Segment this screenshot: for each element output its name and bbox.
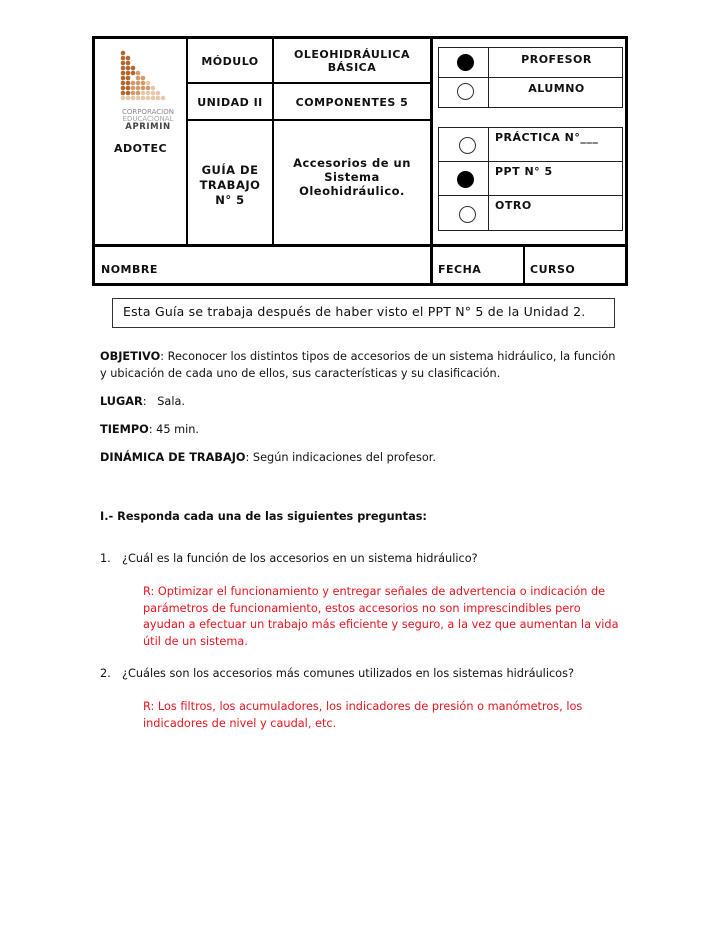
lugar-label: LUGAR (100, 395, 143, 408)
radio-practica[interactable] (459, 137, 476, 154)
divider (488, 128, 489, 230)
curso-label: CURSO (530, 263, 576, 276)
logo-text-aprimin: APRIMIN (125, 122, 171, 132)
dinamica-text: : Según indicaciones del profesor. (245, 451, 436, 464)
nombre-label: NOMBRE (101, 263, 158, 276)
guia-value: Accesorios de un Sistema Oleohidráulico. (293, 156, 411, 198)
logo-dots-icon (115, 49, 181, 111)
option-ppt: PPT N° 5 (495, 165, 553, 178)
question-text: ¿Cuál es la función de los accesorios en un sistema hidráulico? (122, 552, 478, 565)
answer-1: R: Optimizar el funcionamiento y entregar señales de advertencia o indicación de parámetros de funcionamiento, estos accesorios no son imprescindibles pero ayudan a efectuar un trabajo más eficiente y seguro, a la vez que aumentan la vida útil de un sistema. (143, 585, 619, 648)
header-table (92, 36, 628, 286)
modulo-label: MÓDULO (201, 55, 259, 68)
org-name: ADOTEC (113, 142, 168, 155)
radio-profesor[interactable] (457, 54, 474, 71)
dinamica (100, 449, 620, 466)
option-otro: OTRO (495, 199, 532, 212)
divider (439, 195, 622, 196)
radio-otro[interactable] (459, 206, 476, 223)
lugar (100, 393, 620, 410)
role-options (438, 47, 623, 108)
dinamica-label: DINÁMICA DE TRABAJO (100, 451, 246, 464)
answer-2: R: Los filtros, los acumuladores, los indicadores de presión o manómetros, los indicadores de nivel y caudal, etc. (143, 700, 583, 730)
unidad-value: COMPONENTES 5 (295, 96, 409, 109)
notice-box: Esta Guía se trabaja después de haber visto el PPT N° 5 de la Unidad 2. (112, 298, 615, 328)
logo-text-corporacion: CORPORACION (122, 108, 174, 116)
option-profesor: PROFESOR (521, 53, 592, 66)
radio-alumno[interactable] (457, 83, 474, 100)
aprimin-logo (115, 49, 181, 132)
divider (439, 161, 622, 162)
objetivo-label: OBJETIVO (100, 350, 161, 363)
radio-ppt[interactable] (457, 171, 474, 188)
guia-label: GUÍA DE TRABAJO N° 5 (199, 163, 261, 207)
fecha-label: FECHA (438, 263, 482, 276)
divider (186, 119, 430, 121)
question-number: 2. (100, 667, 111, 680)
modulo-value: OLEOHIDRÁULICA BÁSICA (294, 48, 410, 74)
section-title: I.- Responda cada una de las siguientes preguntas: (100, 510, 427, 523)
objetivo (100, 348, 620, 382)
divider (95, 244, 625, 247)
option-alumno: ALUMNO (528, 82, 585, 95)
divider (186, 39, 188, 244)
tiempo-label: TIEMPO (100, 423, 149, 436)
divider (186, 82, 430, 84)
divider (439, 77, 622, 78)
option-practica: PRÁCTICA N°___ (495, 131, 599, 144)
tiempo-text: : 45 min. (148, 423, 200, 436)
divider (523, 244, 525, 283)
lugar-text: : Sala. (142, 395, 186, 408)
question-text: ¿Cuáles son los accesorios más comunes utilizados en los sistemas hidráulicos? (122, 667, 574, 680)
type-options (438, 127, 623, 231)
logo-text-educacional: EDUCACIONAL (122, 115, 174, 123)
question-1 (100, 552, 620, 565)
objetivo-text: : Reconocer los distintos tipos de accesorios de un sistema hidráulico, la función y ubicación de cada uno de ellos, sus características y su clasificación. (100, 350, 616, 380)
question-number: 1. (100, 552, 111, 565)
tiempo (100, 421, 620, 438)
unidad-label: UNIDAD II (197, 96, 263, 109)
question-2 (100, 667, 620, 680)
